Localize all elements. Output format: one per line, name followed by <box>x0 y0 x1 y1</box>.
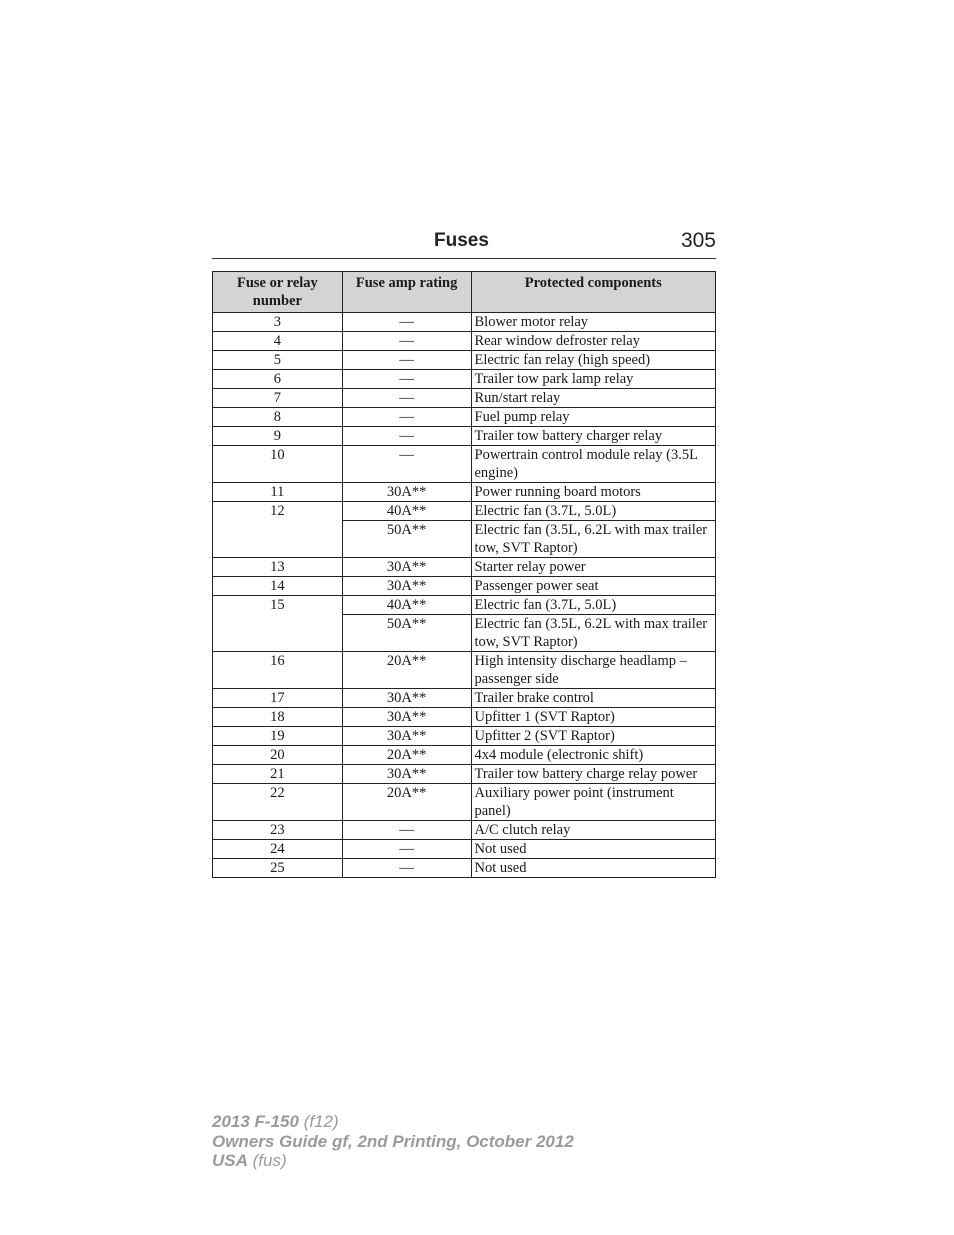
table-row <box>213 351 716 370</box>
table-row <box>213 558 716 577</box>
components-cell: Electric fan relay (high speed) <box>471 351 716 370</box>
components-cell: Upfitter 1 (SVT Raptor) <box>471 708 716 727</box>
page-footer <box>212 1112 574 1171</box>
fuse-number-cell: 17 <box>213 689 343 708</box>
amp-rating-cell: — <box>342 389 471 408</box>
components-cell: Electric fan (3.7L, 5.0L) <box>471 596 716 615</box>
components-cell: Power running board motors <box>471 483 716 502</box>
components-cell: Rear window defroster relay <box>471 332 716 351</box>
fuse-number-cell: 7 <box>213 389 343 408</box>
footer-line-3: USA (fus) <box>212 1151 287 1170</box>
amp-rating-cell: 40A** <box>342 502 471 521</box>
fuse-number-cell: 13 <box>213 558 343 577</box>
fuse-number-cell: 12 <box>213 502 343 558</box>
fuse-table <box>212 271 716 878</box>
table-row <box>213 427 716 446</box>
table-row <box>213 727 716 746</box>
amp-rating-cell: 20A** <box>342 652 471 689</box>
fuse-number-cell: 22 <box>213 784 343 821</box>
table-row <box>213 483 716 502</box>
components-cell: High intensity discharge headlamp – passenger side <box>471 652 716 689</box>
amp-rating-cell: 40A** <box>342 596 471 615</box>
fuse-number-cell: 18 <box>213 708 343 727</box>
table-row <box>213 765 716 784</box>
fuse-number-cell: 23 <box>213 821 343 840</box>
components-cell: Not used <box>471 859 716 878</box>
amp-rating-cell: — <box>342 351 471 370</box>
amp-rating-cell: 30A** <box>342 727 471 746</box>
table-row <box>213 840 716 859</box>
table-row <box>213 577 716 596</box>
fuse-number-cell: 6 <box>213 370 343 389</box>
amp-rating-cell: 30A** <box>342 577 471 596</box>
column-header-amp: Fuse amp rating <box>342 272 471 313</box>
fuse-number-cell: 4 <box>213 332 343 351</box>
fuse-number-cell: 24 <box>213 840 343 859</box>
section-title: Fuses <box>434 230 489 251</box>
fuse-number-cell: 11 <box>213 483 343 502</box>
fuse-number-cell: 10 <box>213 446 343 483</box>
fuse-number-cell: 20 <box>213 746 343 765</box>
amp-rating-cell: 30A** <box>342 483 471 502</box>
components-cell: Run/start relay <box>471 389 716 408</box>
amp-rating-cell: — <box>342 840 471 859</box>
fuse-number-cell: 19 <box>213 727 343 746</box>
fuse-number-cell: 8 <box>213 408 343 427</box>
column-header-components: Protected components <box>471 272 716 313</box>
components-cell: Powertrain control module relay (3.5L engine) <box>471 446 716 483</box>
footer-line-1: 2013 F-150 (f12) <box>212 1112 339 1131</box>
components-cell: Upfitter 2 (SVT Raptor) <box>471 727 716 746</box>
amp-rating-cell: — <box>342 332 471 351</box>
amp-rating-cell: 30A** <box>342 765 471 784</box>
table-row <box>213 689 716 708</box>
amp-rating-cell: — <box>342 859 471 878</box>
table-row <box>213 652 716 689</box>
fuse-number-cell: 9 <box>213 427 343 446</box>
table-row <box>213 389 716 408</box>
components-cell: Trailer tow battery charge relay power <box>471 765 716 784</box>
footer-line-2: Owners Guide gf, 2nd Printing, October 2012 <box>212 1131 574 1151</box>
table-row <box>213 859 716 878</box>
table-row <box>213 370 716 389</box>
components-cell: Electric fan (3.5L, 6.2L with max trailer tow, SVT Raptor) <box>471 615 716 652</box>
amp-rating-cell: 30A** <box>342 708 471 727</box>
components-cell: Not used <box>471 840 716 859</box>
components-cell: Passenger power seat <box>471 577 716 596</box>
components-cell: Electric fan (3.7L, 5.0L) <box>471 502 716 521</box>
components-cell: Fuel pump relay <box>471 408 716 427</box>
components-cell: Electric fan (3.5L, 6.2L with max trailer tow, SVT Raptor) <box>471 521 716 558</box>
amp-rating-cell: 50A** <box>342 615 471 652</box>
table-row <box>213 746 716 765</box>
table-header-row <box>213 272 716 313</box>
fuse-number-cell: 5 <box>213 351 343 370</box>
fuse-number-cell: 25 <box>213 859 343 878</box>
amp-rating-cell: 30A** <box>342 558 471 577</box>
components-cell: Trailer tow park lamp relay <box>471 370 716 389</box>
amp-rating-cell: 20A** <box>342 746 471 765</box>
amp-rating-cell: 50A** <box>342 521 471 558</box>
components-cell: Auxiliary power point (instrument panel) <box>471 784 716 821</box>
fuse-table-body <box>213 313 716 878</box>
fuse-number-cell: 21 <box>213 765 343 784</box>
components-cell: Trailer brake control <box>471 689 716 708</box>
table-row <box>213 502 716 521</box>
table-row <box>213 708 716 727</box>
table-row <box>213 332 716 351</box>
table-row <box>213 821 716 840</box>
table-row <box>213 408 716 427</box>
amp-rating-cell: — <box>342 313 471 332</box>
amp-rating-cell: — <box>342 408 471 427</box>
page-header <box>212 228 716 259</box>
components-cell: Blower motor relay <box>471 313 716 332</box>
components-cell: Starter relay power <box>471 558 716 577</box>
amp-rating-cell: 30A** <box>342 689 471 708</box>
components-cell: A/C clutch relay <box>471 821 716 840</box>
fuse-number-cell: 3 <box>213 313 343 332</box>
amp-rating-cell: 20A** <box>342 784 471 821</box>
column-header-number: Fuse or relay number <box>213 272 343 313</box>
fuse-number-cell: 14 <box>213 577 343 596</box>
amp-rating-cell: — <box>342 446 471 483</box>
table-row <box>213 784 716 821</box>
components-cell: 4x4 module (electronic shift) <box>471 746 716 765</box>
fuse-number-cell: 16 <box>213 652 343 689</box>
table-row <box>213 446 716 483</box>
table-row <box>213 596 716 615</box>
page-number: 305 <box>680 229 716 252</box>
amp-rating-cell: — <box>342 821 471 840</box>
amp-rating-cell: — <box>342 370 471 389</box>
components-cell: Trailer tow battery charger relay <box>471 427 716 446</box>
amp-rating-cell: — <box>342 427 471 446</box>
fuse-number-cell: 15 <box>213 596 343 652</box>
table-row <box>213 313 716 332</box>
